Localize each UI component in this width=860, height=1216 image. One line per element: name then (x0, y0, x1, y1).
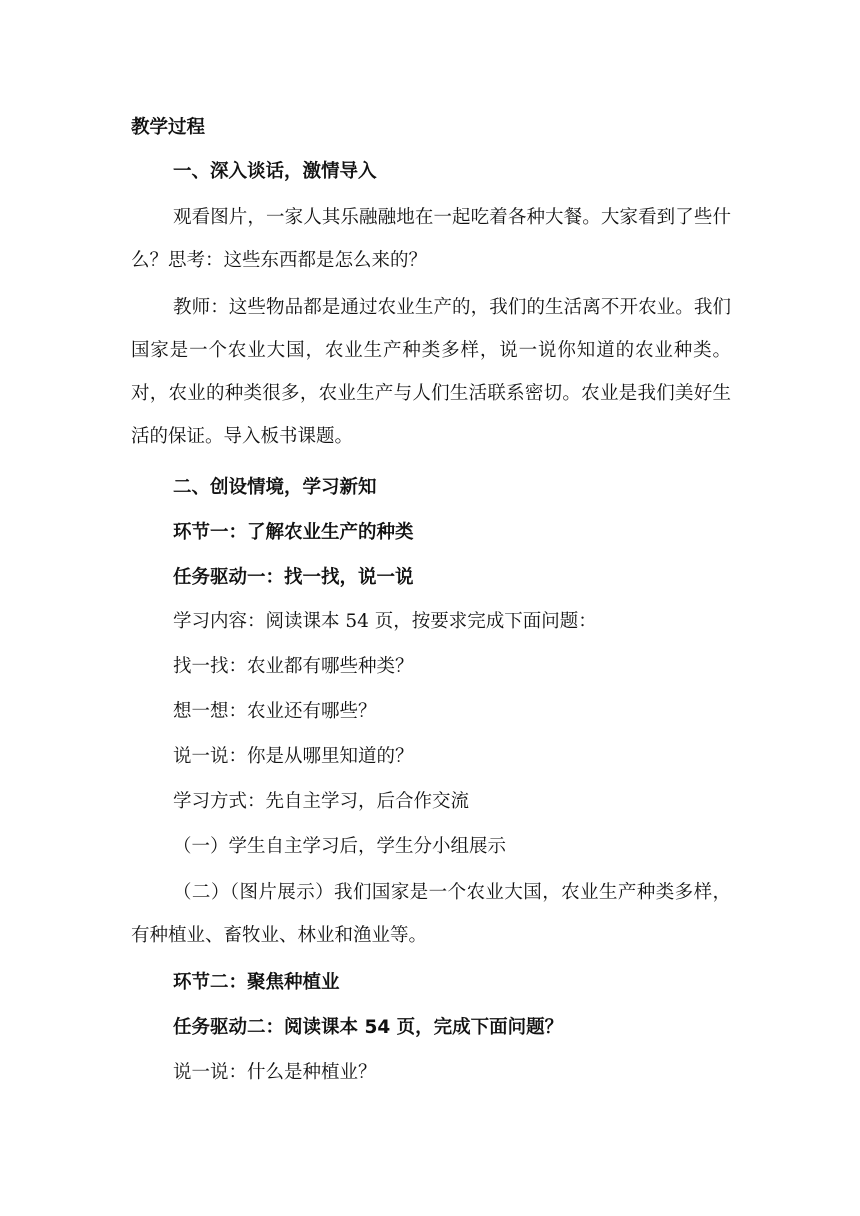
link-2-title: 环节二：聚焦种植业 (173, 972, 340, 993)
section-1-title: 一、深入谈话，激情导入 (173, 161, 377, 182)
section-2-title: 二、创设情境，学习新知 (173, 477, 377, 498)
paragraph-observe: 观看图片，一家人其乐融融地在一起吃着各种大餐。大家看到了些什么？思考：这些东西都是怎么来的？ (131, 207, 731, 271)
think-question: 想一想：农业还有哪些？ (173, 701, 377, 722)
task-1-title: 任务驱动一：找一找，说一说 (173, 567, 414, 588)
step-2: （二）（图片展示）我们国家是一个农业大国，农业生产种类多样，有种植业、畜牧业、林业和渔业等。 (131, 882, 731, 946)
page-heading: 教学过程 (131, 117, 206, 138)
study-method: 学习方式：先自主学习，后合作交流 (173, 791, 470, 812)
step-1: （一）学生自主学习后，学生分小组展示 (173, 836, 507, 857)
say-planting: 说一说：什么是种植业？ (173, 1062, 377, 1083)
paragraph-teacher: 教师：这些物品都是通过农业生产的，我们的生活离不开农业。我们国家是一个农业大国，农业生产种类多样，说一说你知道的农业种类。对，农业的种类很多，农业生产与人们生活联系密切。农业是我们美好生活的保证。导入板书课题。 (131, 297, 731, 447)
find-question: 找一找：农业都有哪些种类？ (173, 656, 414, 677)
link-1-title: 环节一：了解农业生产的种类 (173, 522, 414, 543)
study-content: 学习内容：阅读课本 54 页，按要求完成下面问题： (173, 611, 597, 632)
say-question: 说一说：你是从哪里知道的？ (173, 746, 414, 767)
task-2-title: 任务驱动二：阅读课本 54 页，完成下面问题？ (173, 1017, 564, 1038)
